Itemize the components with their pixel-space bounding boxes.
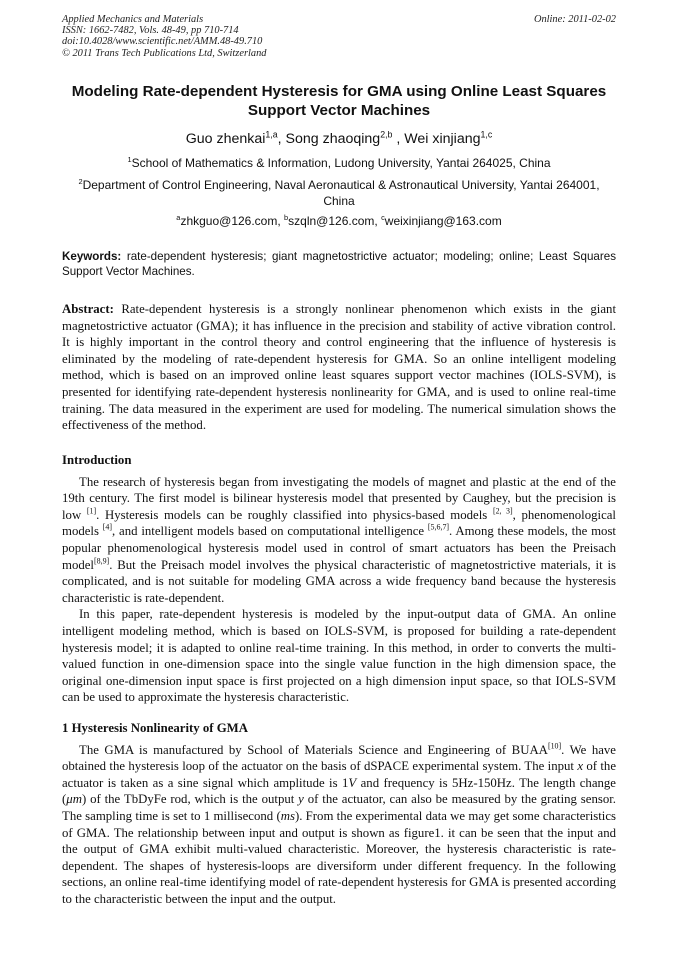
email-address[interactable]: weixinjiang@163.com	[384, 214, 502, 228]
paragraph	[62, 474, 616, 607]
keywords-block	[62, 250, 616, 279]
unit-micrometer: μm	[66, 792, 82, 807]
author-name: Song zhaoqing	[285, 131, 381, 147]
paragraph-text: of the actuator, can also be measured by the grating sensor. The sampling time is set to 1 millisecond (	[62, 792, 616, 823]
journal-header	[62, 14, 616, 59]
hysteresis-section	[62, 720, 616, 908]
abstract-text: Rate-dependent hysteresis is a strongly nonlinear phenomenon which exists in the giant magnetostrictive actuator (GMA); it has influence in the precision and stability of active vibration control. It is highly important in the control theory and control engineering that the influence of hysteresis is eliminated by the modeling of rate-dependent hysteresis for GMA. So an online intelligent modeling method, which is based on an improved online least squares support vector machines (IOLS-SVM), is presented for identifying rate-dependent hysteresis nonlinearity for GMA, and is used to online real-time training. The data measured in the experiment are used for modeling. The numerical simulation shows the effectiveness of the method.	[62, 302, 616, 433]
affiliation-text: School of Mathematics & Information, Ludong University, Yantai 264025, China	[131, 156, 551, 170]
email-address[interactable]: szqln@126.com,	[288, 214, 378, 228]
introduction-section	[62, 452, 616, 706]
email-superscript: c	[381, 213, 385, 222]
paragraph-text: and frequency is 5Hz-150Hz. The length change (	[62, 775, 616, 807]
copyright-line: © 2011 Trans Tech Publications Ltd, Switzerland	[62, 47, 267, 59]
email-superscript: a	[176, 213, 181, 222]
author-superscript: 2,b	[380, 129, 393, 140]
citation: [10]	[547, 741, 562, 751]
variable-y: y	[298, 792, 304, 807]
online-date: Online: 2011-02-02	[533, 14, 616, 25]
abstract-label: Abstract:	[62, 302, 114, 316]
affiliation-2	[62, 178, 616, 209]
unit-volt: V	[348, 775, 357, 790]
section-heading: Introduction	[62, 453, 132, 467]
paragraph	[62, 742, 616, 908]
paragraph-text: . But the Preisach model involves the physical characteristic of magnetostrictive materials, it is complicated, and is not suitable for modeling GMA across a wide frequency band because the hysteresis characteristic is rate-dependent.	[62, 557, 616, 605]
paragraph-text: . Hysteresis models can be roughly classified into physics-based models	[96, 507, 493, 522]
variable-x: x	[577, 759, 583, 774]
author-separator: ,	[277, 131, 286, 147]
paragraph-text: . Among these models, the most popular phenomenological hysteresis model used in control of smart actuators has been the Preisach model	[62, 524, 616, 572]
affiliation-superscript: 1	[127, 155, 132, 164]
unit-millisecond: ms	[280, 808, 295, 823]
citation: [4]	[102, 523, 113, 533]
paragraph-text: The research of hysteresis began from investigating the models of magnet and plastic at the end of the 19th century. The first model is bilinear hysteresis model that presented by Caughey, but the precision is low	[62, 474, 616, 522]
paper-title: Modeling Rate-dependent Hysteresis for GMA using Online Least Squares Support Vector Machines	[71, 83, 607, 119]
citation: [8,9]	[94, 556, 110, 566]
email-superscript: b	[284, 213, 289, 222]
paragraph-text: ) of the TbDyFe rod, which is the output	[81, 792, 299, 807]
paragraph-text: . We have obtained the hysteresis loop of the actuator on the basis of dSPACE experimental system. The input	[62, 742, 616, 774]
issn-line: ISSN: 1662-7482, Vols. 48-49, pp 710-714	[62, 25, 239, 37]
citation: [5,6,7]	[427, 523, 450, 533]
author-superscript: 1,c	[480, 129, 493, 140]
paragraph-text: , and intelligent models based on computational intelligence	[112, 524, 428, 539]
author-superscript: 1,a	[265, 129, 278, 140]
author-name: Wei xinjiang	[404, 131, 481, 147]
affiliation-text: Department of Control Engineering, Naval Aeronautical & Astronautical University, Yantai 264001, China	[82, 178, 600, 208]
doi-line: doi:10.4028/www.scientific.net/AMM.48-49.710	[62, 36, 263, 48]
abstract-block	[62, 301, 616, 434]
paragraph-text: , phenomenological models	[62, 507, 616, 539]
keywords-text: rate-dependent hysteresis; giant magnetostrictive actuator; modeling; online; Least Squares Support Vector Machines.	[62, 250, 616, 278]
paragraph-text: The GMA is manufactured by School of Materials Science and Engineering of BUAA	[79, 742, 548, 757]
author-name: Guo zhenkai	[185, 131, 266, 147]
paragraph: In this paper, rate-dependent hysteresis is modeled by the input-output data of GMA. An online intelligent modeling method, which is based on IOLS-SVM, is proposed for building a rate-dependent hysteresis model; it is adapted to online real-time training. In this method, in order to converts the multi-valued function in one-dimension space into the single value function in the high dimension space, the original one-dimension input space is first projected on a high dimension input space, so that IOLS-SVM can be used to approximate the hysteresis characteristic.	[62, 607, 616, 705]
affiliation-1	[62, 156, 616, 172]
email-list	[62, 214, 616, 230]
citation: [2, 3]	[492, 506, 513, 516]
author-separator: ,	[392, 131, 405, 147]
paragraph-text: of the actuator is taken as a sine signal which amplitude is 1	[62, 759, 616, 790]
paragraph-text: ). From the experimental data we may get some characteristics of GMA. The relationship between input and output is shown as figure1. it can be seen that the input and the output of GMA exhibit multi-valued characteristic. Moreover, the hysteresis characteristic is rate-dependent. The shapes of hysteresis-loops are diversiform under different frequency. In the following sections, an online real-time identifying model of rate-dependent hysteresis for GMA is presented according to the characteristic between the input and the output.	[62, 808, 617, 906]
journal-name: Applied Mechanics and Materials	[62, 14, 204, 25]
section-heading: 1 Hysteresis Nonlinearity of GMA	[62, 721, 249, 735]
citation: [1]	[86, 506, 97, 516]
author-list	[62, 130, 616, 148]
email-address[interactable]: zhkguo@126.com,	[180, 214, 281, 228]
affiliation-superscript: 2	[78, 177, 83, 186]
keywords-label: Keywords:	[62, 250, 122, 263]
